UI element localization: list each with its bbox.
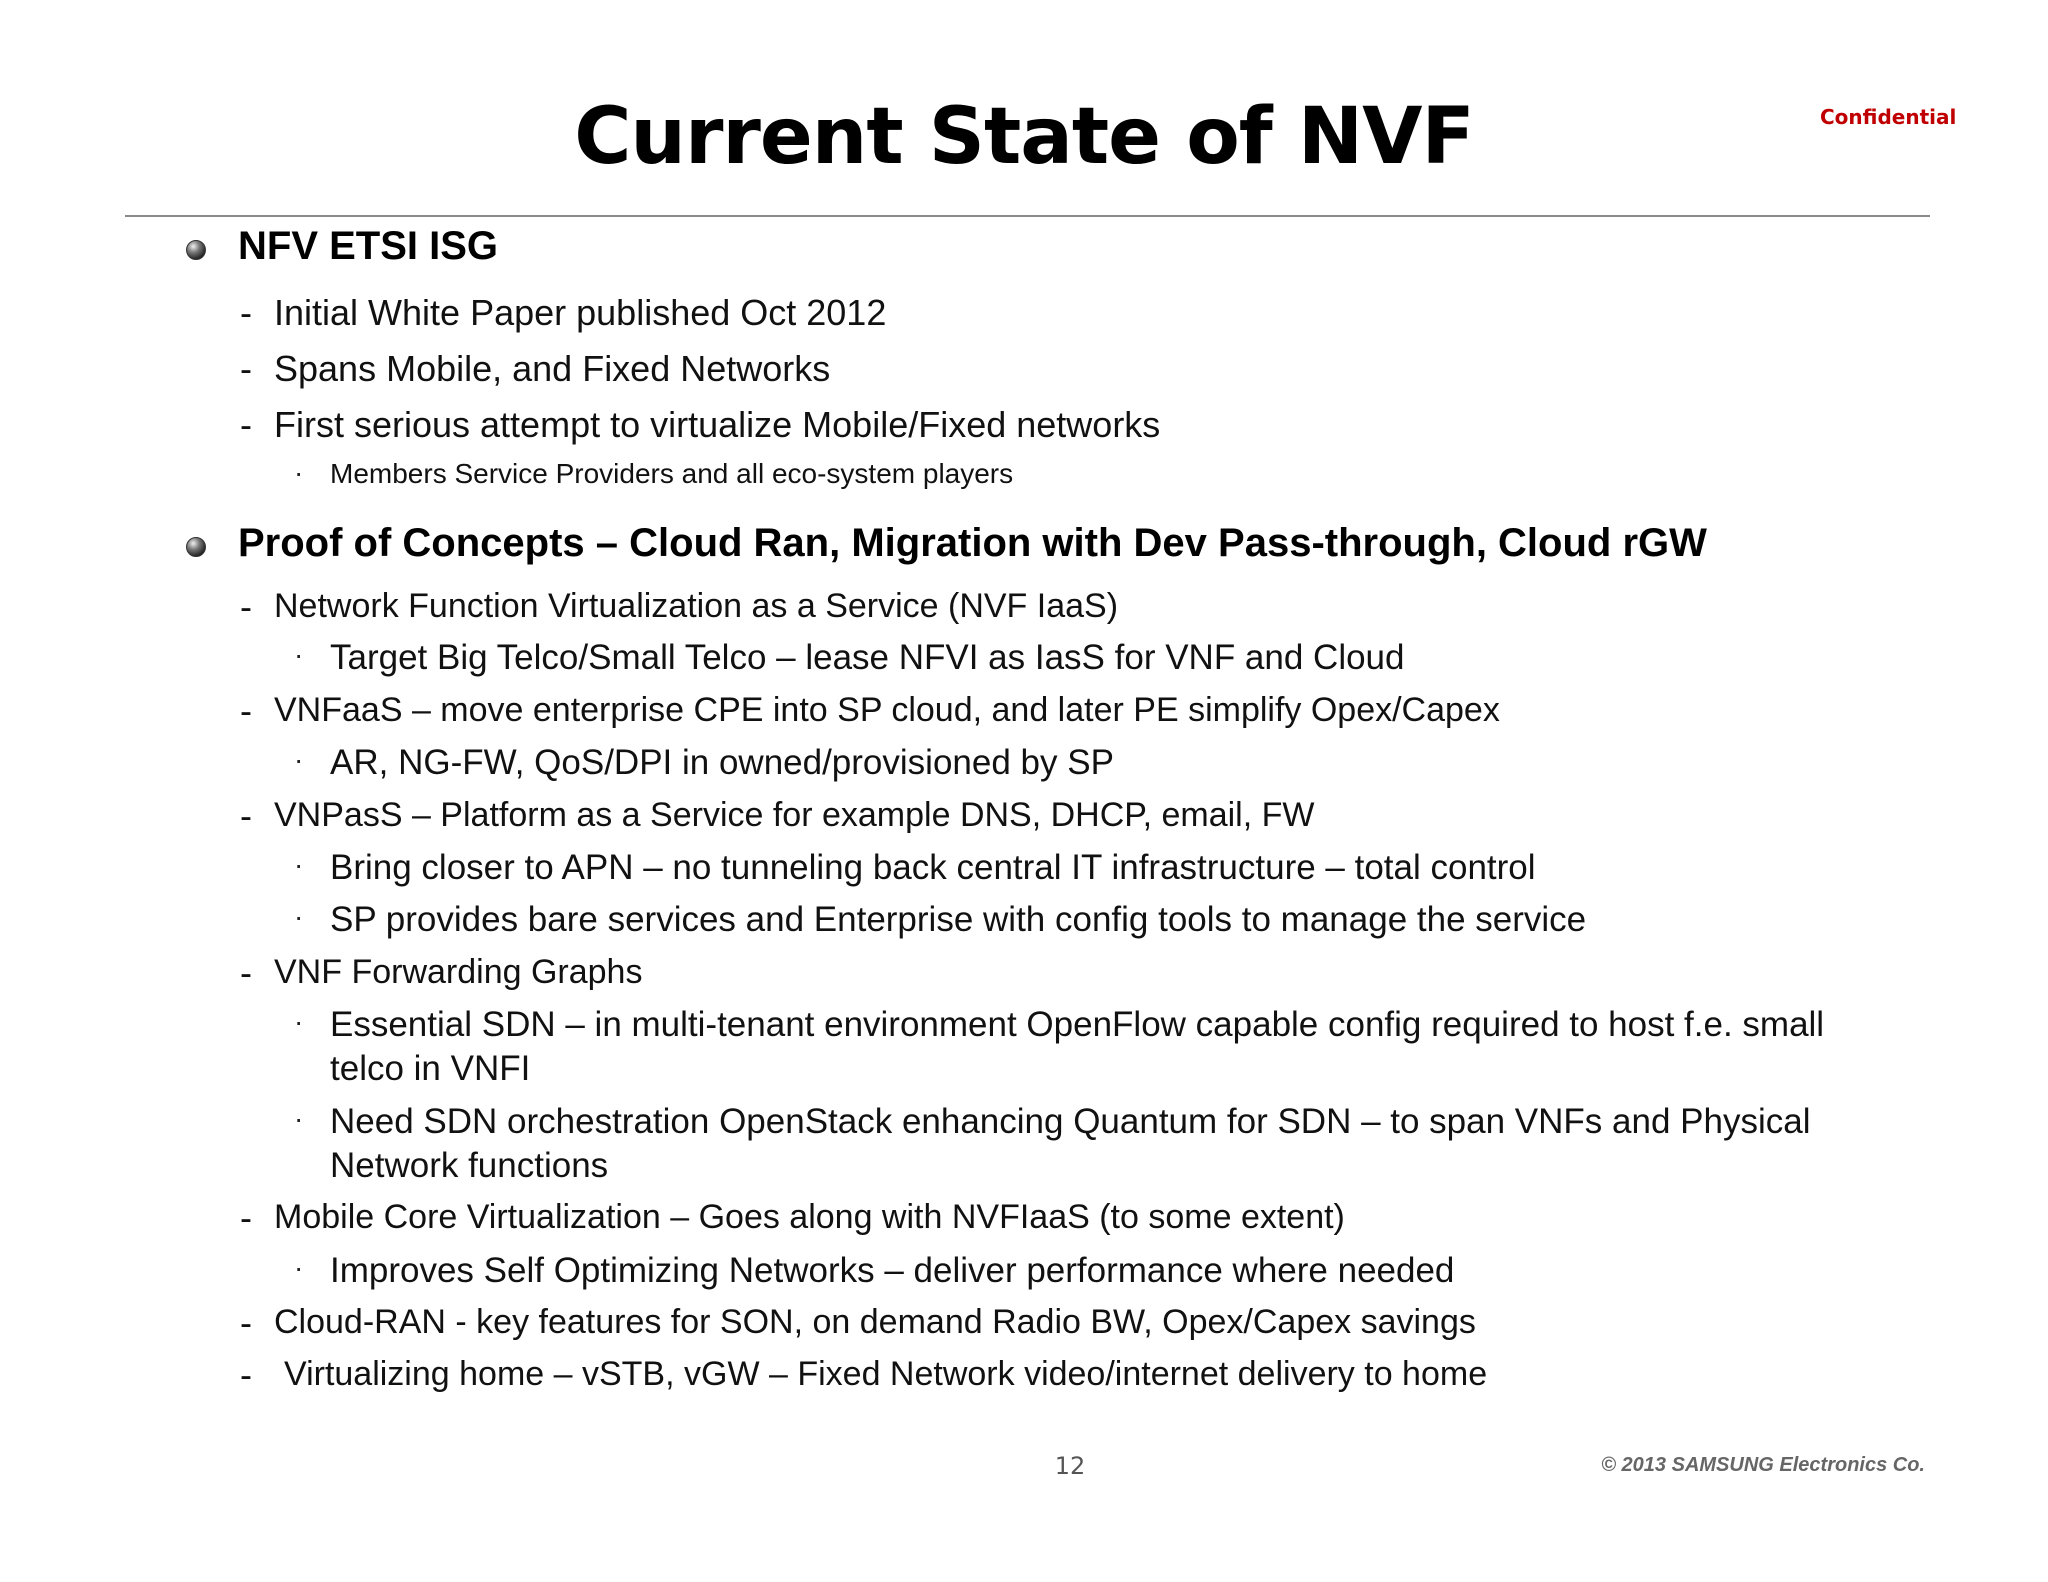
dash-marker: - [240,1302,252,1343]
dash-marker: - [240,348,252,389]
page-number: 12 [1054,1452,1086,1480]
page-title: Current State of NVF [574,92,1474,182]
list-subitem: AR, NG-FW, QoS/DPI in owned/provisioned by SP [330,743,1114,782]
dot-marker: · [294,1103,304,1134]
dot-marker: · [294,744,304,775]
list-item: VNPasS – Platform as a Service for example DNS, DHCP, email, FW [274,796,1315,834]
dot-marker: · [294,1252,304,1283]
list-item: First serious attempt to virtualize Mobile/Fixed networks [274,404,1161,445]
dot-marker: · [294,849,304,880]
list-item: VNFaaS – move enterprise CPE into SP cloud, and later PE simplify Opex/Capex [274,691,1500,729]
section-heading: NFV ETSI ISG [238,224,499,268]
list-subitem: Members Service Providers and all eco-system players [330,458,1014,489]
dot-marker: · [294,639,304,670]
list-item: Virtualizing home – vSTB, vGW – Fixed Network video/internet delivery to home [284,1355,1488,1393]
list-subitem-continuation: Network functions [330,1146,609,1185]
dot-marker: · [294,457,304,488]
list-item: Mobile Core Virtualization – Goes along with NVFIaaS (to some extent) [274,1198,1345,1236]
dash-marker: - [240,1354,252,1395]
list-subitem: SP provides bare services and Enterprise with config tools to manage the service [330,900,1587,939]
list-subitem: Essential SDN – in multi-tenant environment OpenFlow capable config required to host f.e. small [330,1005,1825,1044]
list-item: Initial White Paper published Oct 2012 [274,292,887,333]
section-bullet-icon [186,537,206,557]
section-heading: Proof of Concepts – Cloud Ran, Migration with Dev Pass-through, Cloud rGW [238,521,1707,565]
confidential-label: Confidential [1820,105,1957,129]
list-subitem: Need SDN orchestration OpenStack enhancing Quantum for SDN – to span VNFs and Physical [330,1102,1811,1141]
dot-marker: · [294,901,304,932]
list-subitem-continuation: telco in VNFI [330,1049,531,1088]
list-item: VNF Forwarding Graphs [274,953,643,991]
dash-marker: - [240,795,252,836]
list-subitem: Bring closer to APN – no tunneling back central IT infrastructure – total control [330,848,1536,887]
list-item: Network Function Virtualization as a Service (NVF IaaS) [274,587,1119,625]
list-subitem: Target Big Telco/Small Telco – lease NFVI as IasS for VNF and Cloud [330,638,1405,677]
copyright-footer: © 2013 SAMSUNG Electronics Co. [1601,1454,1925,1476]
dash-marker: - [240,1197,252,1238]
list-item: Cloud-RAN - key features for SON, on demand Radio BW, Opex/Capex savings [274,1303,1476,1341]
dash-marker: - [240,586,252,627]
title-divider [125,215,1930,217]
dash-marker: - [240,292,252,333]
section-bullet-icon [186,240,206,260]
dot-marker: · [294,1006,304,1037]
dash-marker: - [240,690,252,731]
dash-marker: - [240,952,252,993]
list-subitem: Improves Self Optimizing Networks – deliver performance where needed [330,1251,1455,1290]
list-item: Spans Mobile, and Fixed Networks [274,348,831,389]
dash-marker: - [240,404,252,445]
